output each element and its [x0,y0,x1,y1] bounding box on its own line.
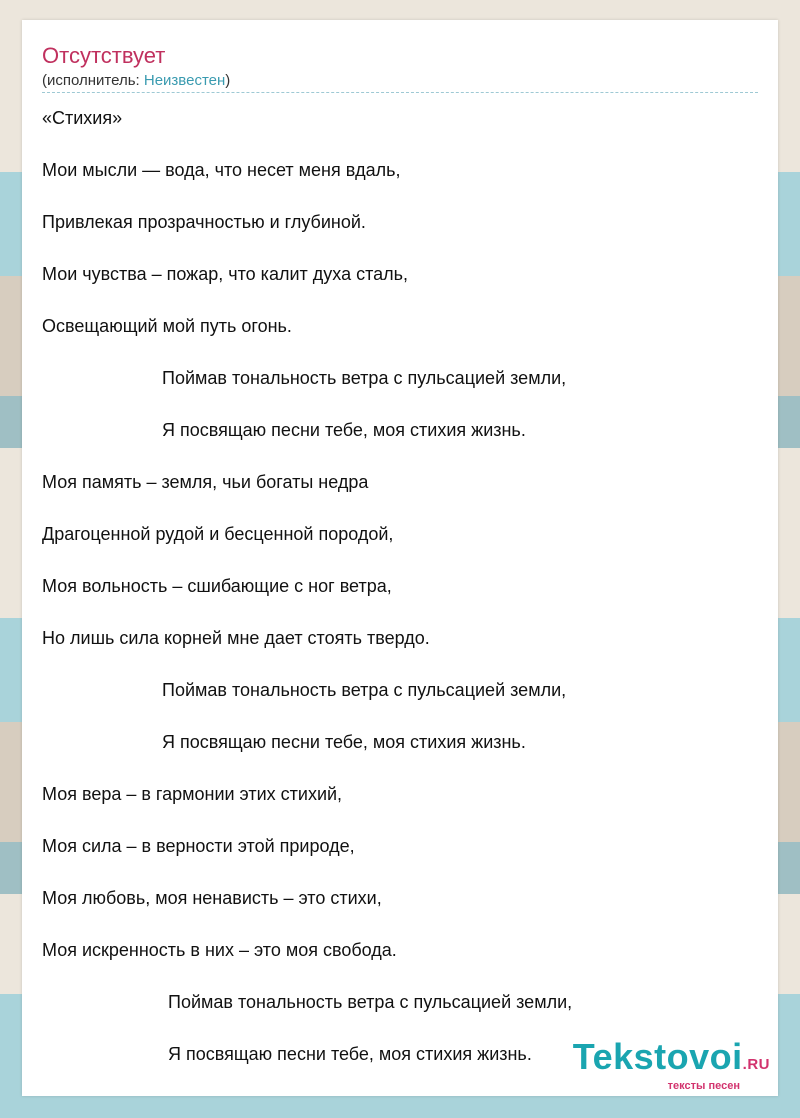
artist-link[interactable]: Неизвестен [143,72,226,89]
logo-name: Tekstovoi [572,1036,743,1077]
lyrics-line: Моя память – земля, чьи богаты недра [42,472,369,492]
lyrics-line: Мои мысли — вода, что несет меня вдаль, [42,160,401,180]
lyrics-line: «Стихия» [42,108,123,128]
lyrics-line: Моя искренность в них – это моя свобода. [42,940,397,960]
chorus-line: Я посвящаю песни тебе, моя стихия жизнь. [162,732,526,752]
lyrics-line: Привлекая прозрачностью и глубиной. [42,212,366,232]
lyrics-line: Моя любовь, моя ненависть – это стихи, [42,888,382,908]
lyrics-line: Но лишь сила корней мне дает стоять твердо. [42,628,430,648]
lyrics-body [42,107,758,1095]
chorus-line: Я посвящаю песни тебе, моя стихия жизнь. [162,420,526,440]
artist-line [42,71,758,91]
lyrics-line: Драгоценной рудой и бесценной породой, [42,524,394,544]
chorus-line: Поймав тональность ветра с пульсацией земли, [162,368,567,388]
lyrics-line: Моя вера – в гармонии этих стихий, [42,784,343,804]
tekstovoi-logo[interactable] [573,1038,770,1092]
lyrics-sheet [22,20,778,1096]
lyrics-line: Освещающий мой путь огонь. [42,316,292,336]
chorus-line: Я посвящаю песни тебе, моя стихия жизнь. [168,1044,532,1064]
header-divider [42,92,758,93]
artist-prefix: (исполнитель: [42,72,144,89]
logo-wordmark [573,1038,770,1084]
chorus-line: Поймав тональность ветра с пульсацией земли, [168,992,573,1012]
logo-suffix: .RU [742,1056,770,1073]
chorus-line: Поймав тональность ветра с пульсацией земли, [162,680,567,700]
lyrics-line: Моя вольность – сшибающие с ног ветра, [42,576,392,596]
song-title: Отсутствует [42,43,166,68]
song-header [42,43,758,91]
artist-suffix: ) [225,72,231,89]
lyrics-line: Мои чувства – пожар, что калит духа сталь, [42,264,409,284]
lyrics-line: Моя сила – в верности этой природе, [42,836,355,856]
logo-tagline: тексты песен [667,1080,740,1092]
